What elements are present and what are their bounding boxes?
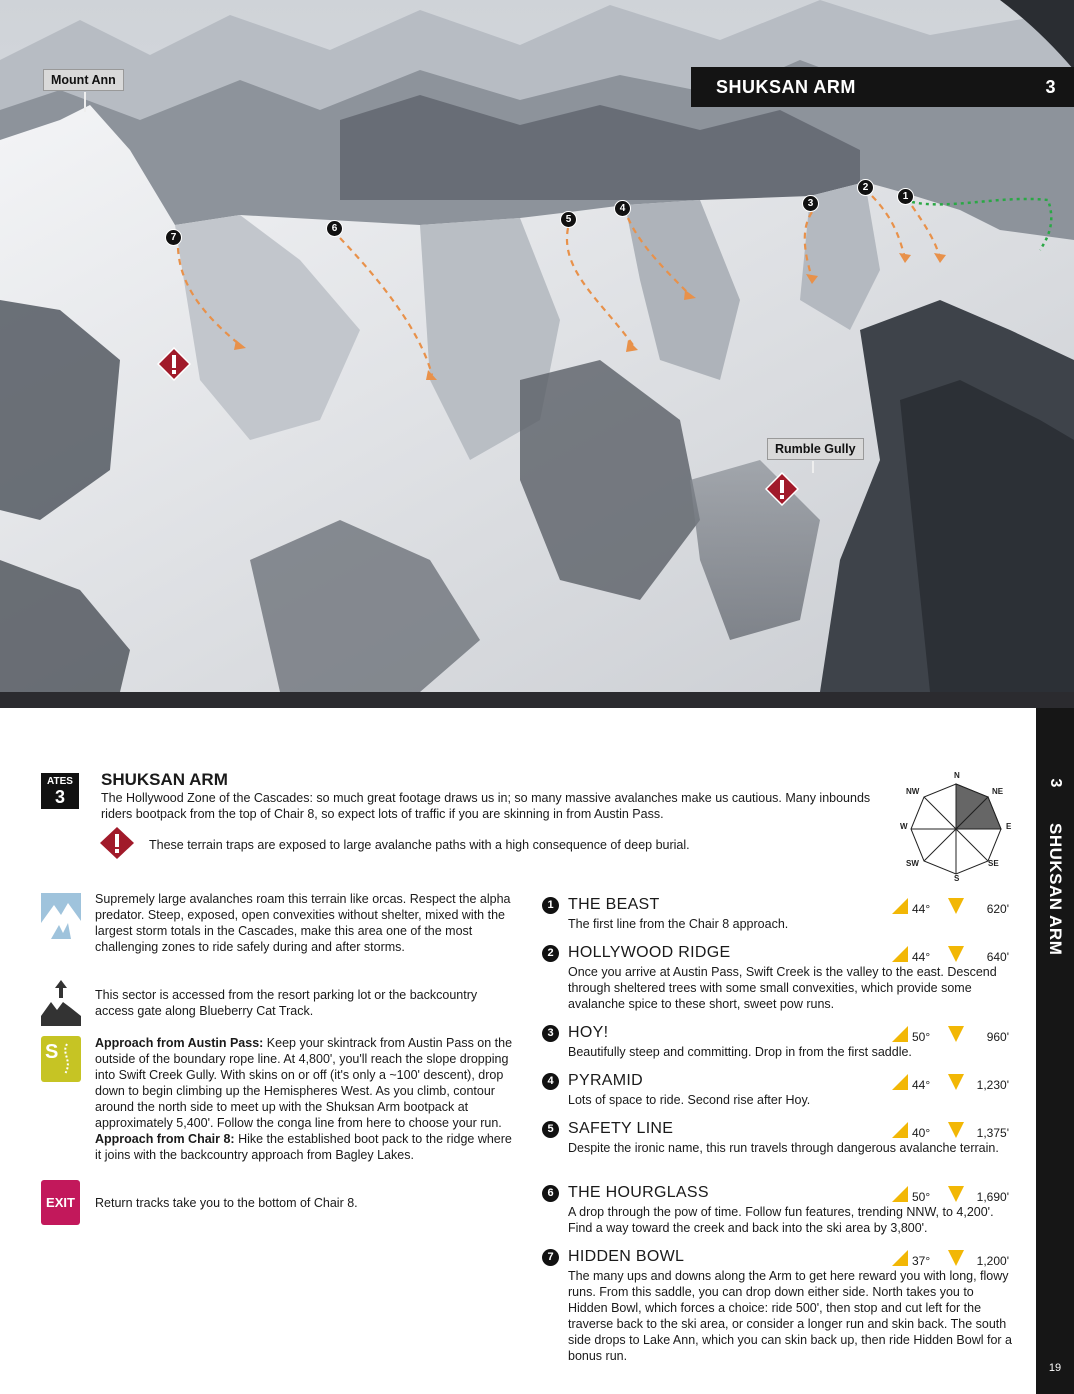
photo-bottom-strip xyxy=(0,692,1074,708)
run-item xyxy=(542,1248,1012,1364)
slope-angle-icon xyxy=(892,1250,908,1266)
run-number: 7 xyxy=(542,1249,559,1266)
run-stats xyxy=(892,1186,1012,1204)
compass-se: SE xyxy=(988,859,999,868)
terrain-trap-warning-icon xyxy=(157,347,191,381)
ates-value: 3 xyxy=(54,787,65,807)
run-description: Beautifully steep and committing. Drop in from the first saddle. xyxy=(568,1045,912,1059)
compass-e: E xyxy=(1006,822,1012,831)
run-number: 2 xyxy=(542,945,559,962)
run-slope: 37° xyxy=(912,1254,931,1268)
vertical-drop-icon xyxy=(948,1250,964,1266)
vertical-drop-icon xyxy=(948,898,964,914)
run-marker-6: 6 xyxy=(326,220,343,237)
run-slope: 50° xyxy=(912,1030,931,1044)
run-stats xyxy=(892,1074,1012,1092)
page-number: 19 xyxy=(1048,1362,1062,1374)
slope-angle-icon xyxy=(892,1122,908,1138)
compass-w: W xyxy=(900,822,908,831)
run-slope: 44° xyxy=(912,1078,931,1092)
run-name: SAFETY LINE xyxy=(568,1120,674,1137)
run-stats xyxy=(892,898,1012,916)
hazard-description: Supremely large avalanches roam this terrain like orcas. Respect the alpha predator. Steep, exposed, open convexities without shelter, mixed with the largest storm totals in the Cascades, make this area one of the most challenging zones to ride safely during and after storms. xyxy=(95,892,511,954)
terrain-trap-warning-icon xyxy=(100,827,134,859)
run-marker-4: 4 xyxy=(614,200,631,217)
skin-track-approach-icon xyxy=(41,1036,81,1082)
ates-label: ATES xyxy=(47,776,73,787)
run-slope: 50° xyxy=(912,1190,931,1204)
terrain-trap-warning-icon xyxy=(765,472,799,506)
label-stem xyxy=(812,461,814,473)
compass-nw: NW xyxy=(906,787,920,796)
slope-angle-icon xyxy=(892,1026,908,1042)
side-tab-title: SHUKSAN ARM xyxy=(1046,823,1065,956)
run-name: HOY! xyxy=(568,1024,609,1041)
vertical-drop-icon xyxy=(948,1186,964,1202)
side-tab-number: 3 xyxy=(1047,778,1064,788)
run-number: 5 xyxy=(542,1121,559,1138)
run-description: A drop through the pow of time. Follow fun features, trending NNW, to 4,200'. Find a way toward the creek and back into the ski area by 3,800'. xyxy=(568,1205,994,1235)
run-number: 3 xyxy=(542,1025,559,1042)
run-number: 1 xyxy=(542,897,559,914)
run-number: 6 xyxy=(542,1185,559,1202)
photo-title-bar xyxy=(691,67,1074,107)
run-stats xyxy=(892,1250,1012,1268)
run-vertical: 1,375' xyxy=(976,1126,1009,1140)
run-description: The many ups and downs along the Arm to get here reward you with long, flowy runs. From this saddle, you can drop down either side. North takes you to Hidden Bowl, which forces a choice: ride 500', then stop and cut left for the traverse back to the ski area, or consider a longer run and skin back. The south side drops to Lake Ann, which you can skin back up, then ride Hidden Bowl for a bonus run. xyxy=(568,1269,1013,1363)
exit-description: Return tracks take you to the bottom of Chair 8. xyxy=(95,1196,358,1210)
zone-title: SHUKSAN ARM xyxy=(101,770,228,789)
terrain-trap-note: These terrain traps are exposed to large avalanche paths with a high consequence of deep burial. xyxy=(149,838,690,852)
compass-n: N xyxy=(954,771,960,780)
chapter-side-tab xyxy=(1036,708,1074,1394)
run-vertical: 620' xyxy=(986,902,1009,916)
run-vertical: 1,200' xyxy=(976,1254,1009,1268)
approach-austin-pass-label: Approach from Austin Pass: xyxy=(95,1036,264,1050)
run-item xyxy=(542,1072,1012,1108)
run-name: HIDDEN BOWL xyxy=(568,1248,685,1265)
access-description: This sector is accessed from the resort parking lot or the backcountry access gate along Blueberry Cat Track. xyxy=(95,988,478,1018)
run-stats xyxy=(892,946,1012,964)
label-rumble-gully: Rumble Gully xyxy=(767,438,864,460)
run-item xyxy=(542,1024,1012,1060)
vertical-drop-icon xyxy=(948,1074,964,1090)
label-stem xyxy=(84,92,86,112)
run-description: Lots of space to ride. Second rise after Hoy. xyxy=(568,1093,811,1107)
run-name: THE HOURGLASS xyxy=(568,1184,709,1201)
vertical-drop-icon xyxy=(948,1122,964,1138)
run-vertical: 960' xyxy=(986,1030,1009,1044)
compass-s: S xyxy=(954,874,960,883)
exit-badge: EXIT xyxy=(41,1180,80,1225)
run-item xyxy=(542,1120,1012,1172)
run-vertical: 1,230' xyxy=(976,1078,1009,1092)
mountain-hazard-icon xyxy=(41,893,81,939)
run-marker-2: 2 xyxy=(857,179,874,196)
run-marker-5: 5 xyxy=(560,211,577,228)
run-name: PYRAMID xyxy=(568,1072,643,1089)
approach-description xyxy=(95,1035,513,1163)
photo-title: SHUKSAN ARM xyxy=(716,76,856,97)
run-number: 4 xyxy=(542,1073,559,1090)
run-marker-3: 3 xyxy=(802,195,819,212)
run-description: The first line from the Chair 8 approach. xyxy=(568,917,789,931)
slope-angle-icon xyxy=(892,898,908,914)
label-mount-ann: Mount Ann xyxy=(43,69,124,91)
run-marker-7: 7 xyxy=(165,229,182,246)
slope-angle-icon xyxy=(892,946,908,962)
slope-angle-icon xyxy=(892,1186,908,1202)
run-stats xyxy=(892,1122,1012,1140)
approach-chair-8-label: Approach from Chair 8: xyxy=(95,1132,235,1146)
approach-austin-pass-text: Keep your skintrack from Austin Pass on the outside of the boundary rope line. At 4,800', you'll reach the slope dropping into Swift Creek Gully. With skins on or off (it's only a ~100' descent), drop down to begin climbing up the Hemispheres West. As you climb, contour around the north side to meet up with the Shuksan Arm bootpack at approximately 5,400'. Follow the conga line from here to choose your run. xyxy=(95,1036,513,1130)
run-description: Despite the ironic name, this run travels through dangerous avalanche terrain. xyxy=(568,1141,999,1155)
access-uphill-icon xyxy=(41,980,81,1026)
ates-rating-badge xyxy=(41,773,79,809)
compass-sw: SW xyxy=(906,859,919,868)
run-slope: 44° xyxy=(912,950,931,964)
photo-zone-number: 3 xyxy=(1045,76,1056,97)
vertical-drop-icon xyxy=(948,1026,964,1042)
zone-description: The Hollywood Zone of the Cascades: so much great footage draws us in; so many massive avalanches make us cautious. Many inbounds riders bootpack from the top of Chair 8, so expect lots of traffic if you are skinning in from Austin Pass. xyxy=(101,791,871,821)
run-item xyxy=(542,944,1012,1014)
run-slope: 40° xyxy=(912,1126,931,1140)
run-vertical: 1,690' xyxy=(976,1190,1009,1204)
run-slope: 44° xyxy=(912,902,931,916)
run-stats xyxy=(892,1026,1012,1044)
run-item xyxy=(542,896,1012,932)
run-vertical: 640' xyxy=(986,950,1009,964)
aspect-compass xyxy=(896,768,1026,886)
approach-chair-8-text: Hike the established boot pack to the ridge where it joins with the backcountry approach from Bagley Lakes. xyxy=(95,1132,512,1162)
compass-ne: NE xyxy=(992,787,1004,796)
run-name: THE BEAST xyxy=(568,896,660,913)
vertical-drop-icon xyxy=(948,946,964,962)
terrain-photo xyxy=(0,0,1074,692)
run-name: HOLLYWOOD RIDGE xyxy=(568,944,731,961)
svg-text:S: S xyxy=(45,1041,59,1063)
run-description: Once you arrive at Austin Pass, Swift Creek is the valley to the east. Descend through sheltered trees with some small convexities, which provide some avalanche spice to these short, sweet pow runs. xyxy=(568,965,997,1011)
run-marker-1: 1 xyxy=(897,188,914,205)
run-item xyxy=(542,1184,1012,1236)
slope-angle-icon xyxy=(892,1074,908,1090)
